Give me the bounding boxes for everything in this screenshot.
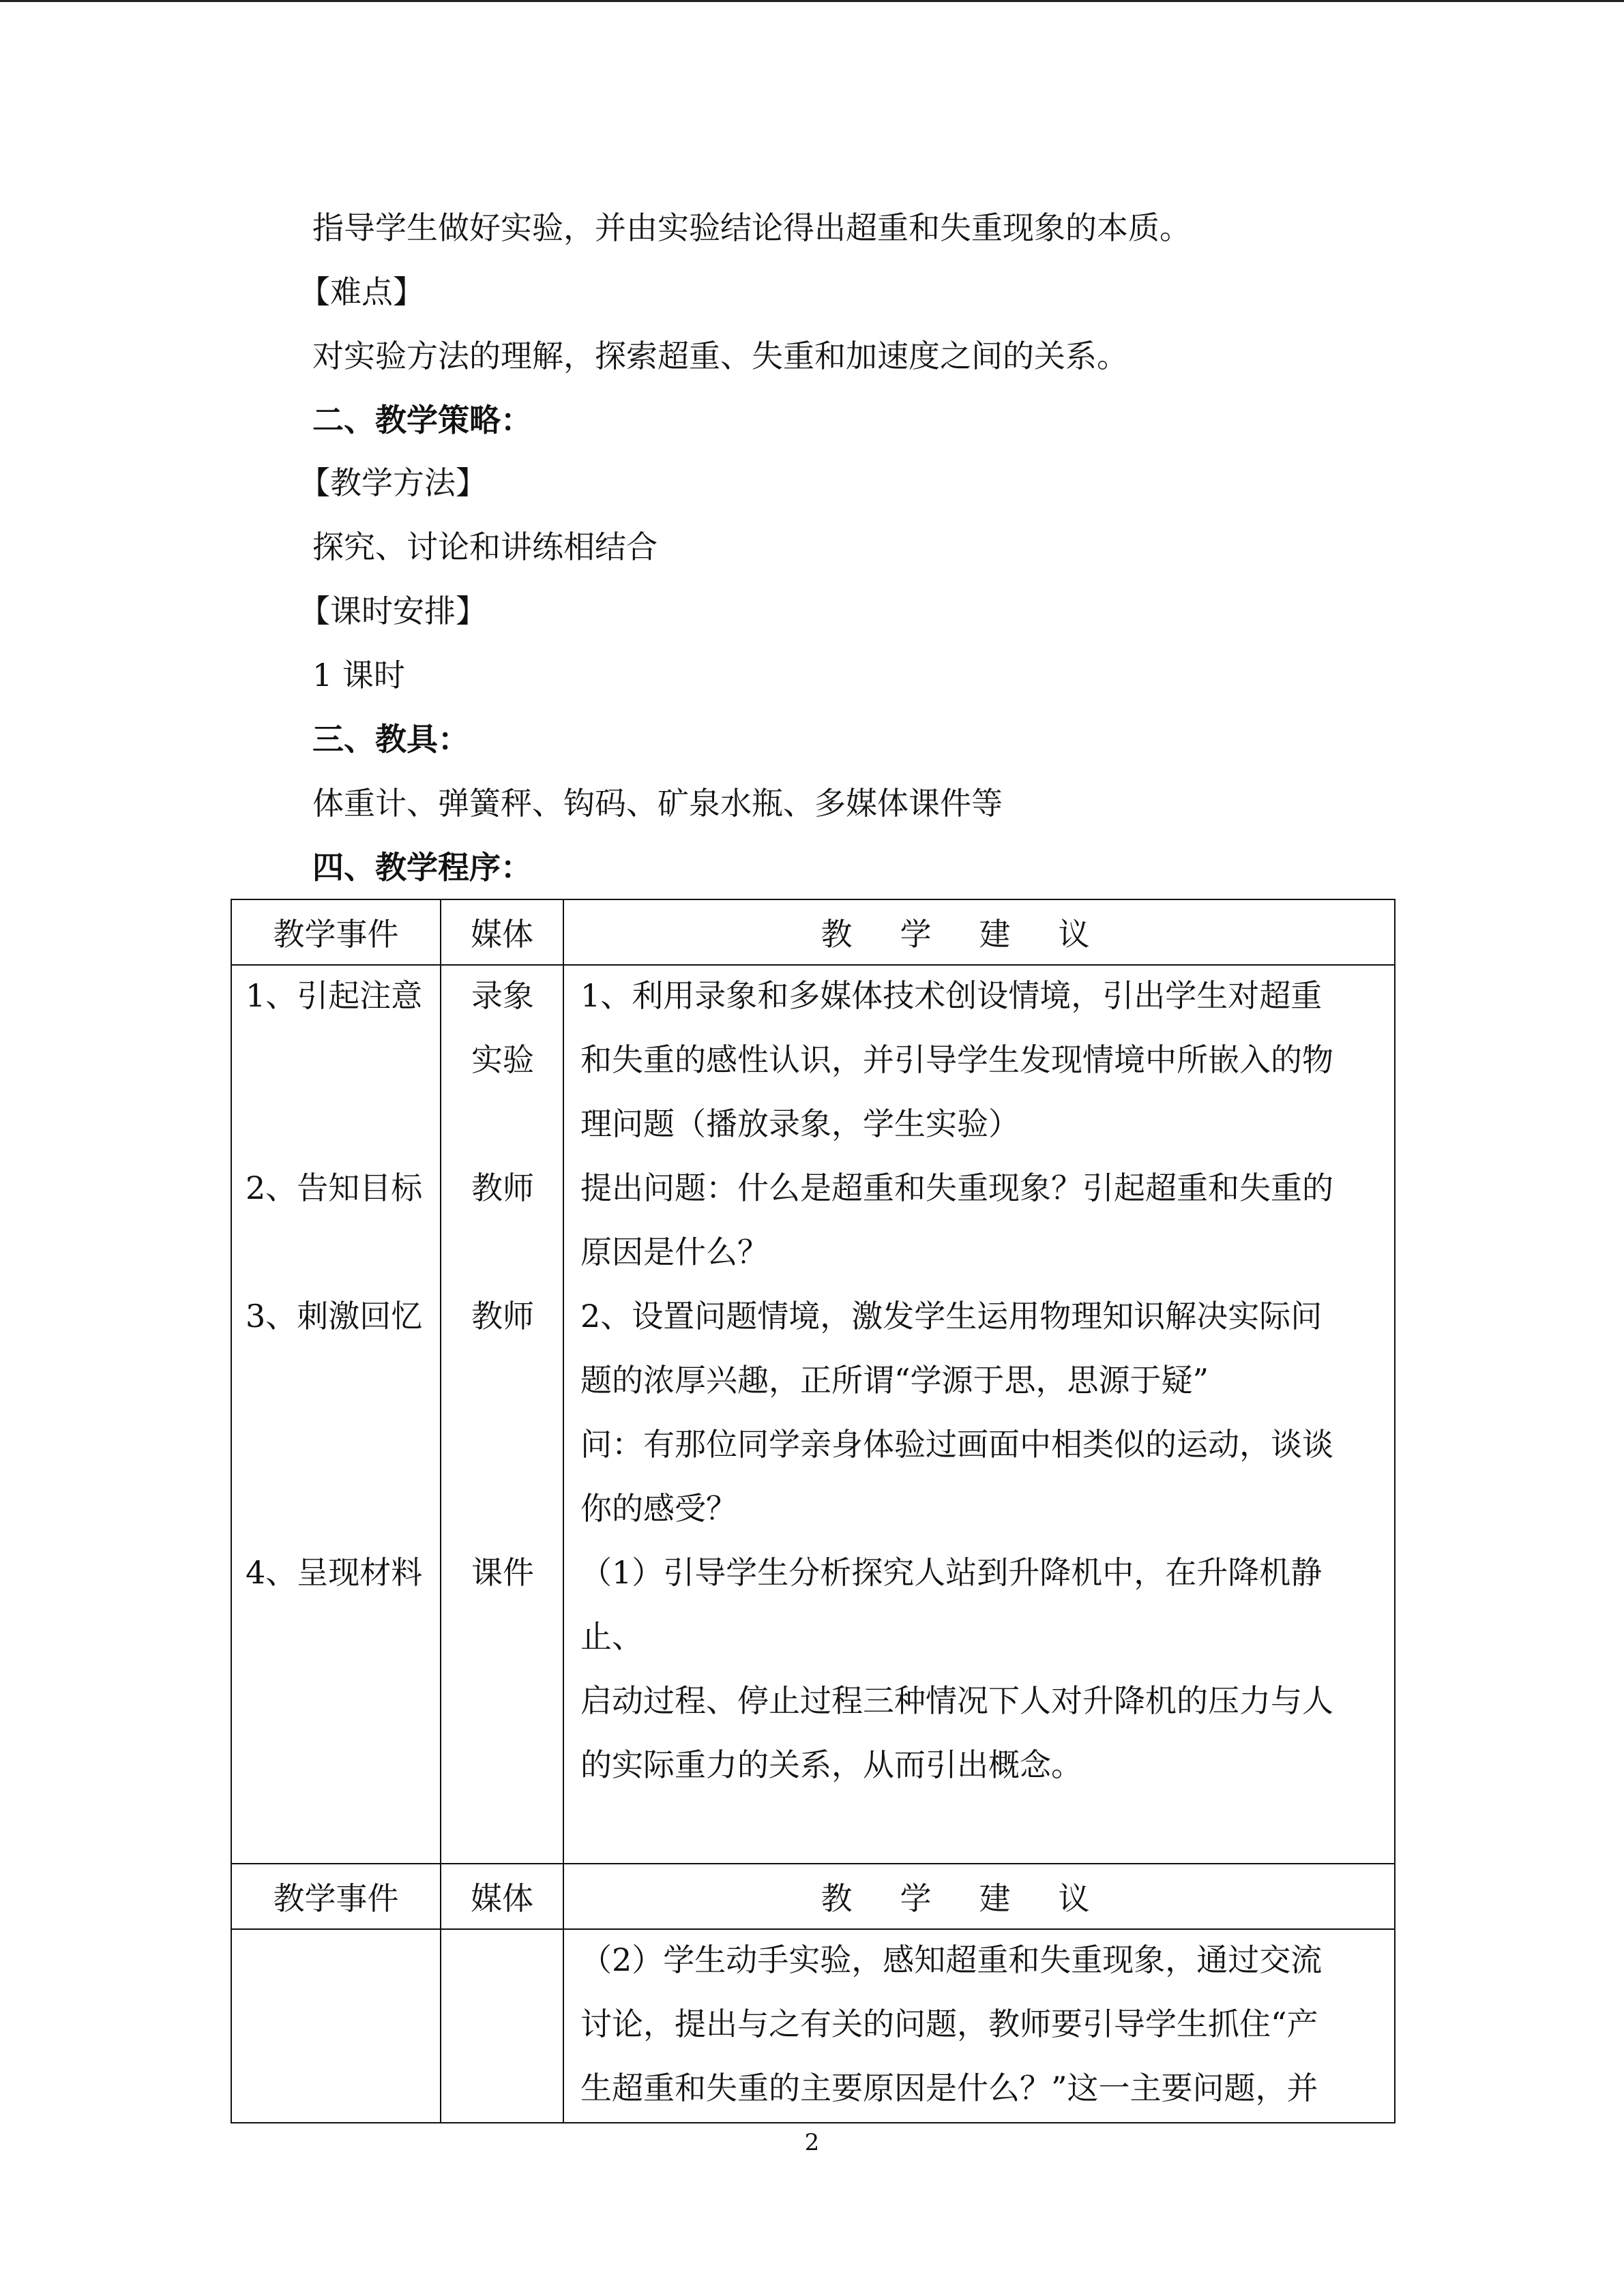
- header-teaching-event: 教学事件: [231, 1864, 441, 1929]
- suggestion-line: 2、设置问题情境，激发学生运用物理知识解决实际问: [580, 1298, 1323, 1335]
- heading-difficulty: 【难点】: [299, 273, 424, 310]
- media-2: 教师: [471, 1169, 534, 1206]
- media-3: 教师: [471, 1298, 534, 1335]
- heading-teaching-procedure: 四、教学程序：: [312, 849, 532, 886]
- header-media: 媒体: [441, 899, 563, 965]
- header-teaching-suggestion: 教学建议: [563, 1864, 1395, 1929]
- header-teaching-event: 教学事件: [231, 899, 441, 965]
- table-row: [231, 1929, 1395, 2123]
- paragraph-difficulty: 对实验方法的理解，探索超重、失重和加速度之间的关系。: [312, 338, 1128, 374]
- suggestions-cell: [563, 965, 1395, 1864]
- suggestion-line: 启动过程、停止过程三种情况下人对升降机的压力与人: [580, 1682, 1333, 1719]
- suggestion-line: （2）学生动手实验，感知超重和失重现象，通过交流: [580, 1941, 1323, 1978]
- paragraph-teaching-aids: 体重计、弹簧秤、钩码、矿泉水瓶、多媒体课件等: [312, 785, 1003, 822]
- heading-teaching-method: 【教学方法】: [299, 464, 487, 501]
- media-cell-empty: [441, 1929, 563, 2123]
- suggestion-line: 讨论，提出与之有关的问题，教师要引导学生抓住“产: [580, 2006, 1318, 2042]
- media-1b: 实验: [471, 1041, 534, 1078]
- heading-class-schedule: 【课时安排】: [299, 593, 487, 629]
- suggestion-line: 理问题（播放录象，学生实验）: [580, 1105, 1020, 1142]
- event-2: 2、告知目标: [246, 1169, 423, 1206]
- paragraph-key-point: 指导学生做好实验，并由实验结论得出超重和失重现象的本质。: [312, 209, 1191, 246]
- event-4: 4、呈现材料: [246, 1554, 423, 1591]
- heading-teaching-aids: 三、教具：: [312, 721, 469, 758]
- suggestion-line: 的实际重力的关系，从而引出概念。: [580, 1746, 1082, 1783]
- suggestion-line: 止、: [580, 1618, 643, 1655]
- continued-suggestions-cell: [563, 1929, 1395, 2123]
- event-1: 1、引起注意: [246, 977, 423, 1014]
- header-teaching-suggestion: 教学建议: [563, 899, 1395, 965]
- heading-teaching-strategy: 二、教学策略：: [312, 402, 532, 438]
- table-header-row-repeat: [231, 1864, 1395, 1929]
- suggestion-line: 原因是什么？: [580, 1234, 769, 1270]
- suggestion-line: 和失重的感性认识，并引导学生发现情境中所嵌入的物: [580, 1041, 1333, 1078]
- events-cell-empty: [231, 1929, 441, 2123]
- suggestion-line: 生超重和失重的主要原因是什么？”这一主要问题，并: [580, 2070, 1318, 2106]
- suggestion-line: 提出问题：什么是超重和失重现象？引起超重和失重的: [580, 1169, 1333, 1206]
- table-row: [231, 965, 1395, 1864]
- suggestion-line: 题的浓厚兴趣，正所谓“学源于思，思源于疑”: [580, 1362, 1209, 1399]
- media-cell: [441, 965, 563, 1864]
- event-3: 3、刺激回忆: [246, 1298, 423, 1335]
- events-cell: [231, 965, 441, 1864]
- suggestion-line: 问：有那位同学亲身体验过画面中相类似的运动，谈谈: [580, 1426, 1333, 1463]
- paragraph-class-schedule: 1 课时: [312, 657, 405, 694]
- header-media: 媒体: [441, 1864, 563, 1929]
- table-header-row: [231, 899, 1395, 965]
- suggestion-line: 你的感受？: [580, 1490, 737, 1527]
- paragraph-teaching-method: 探究、讨论和讲练相结合: [312, 528, 658, 565]
- suggestion-line: 1、利用录象和多媒体技术创设情境，引出学生对超重: [580, 977, 1323, 1014]
- suggestion-line: （1）引导学生分析探究人站到升降机中，在升降机静: [580, 1554, 1323, 1591]
- page-number: 2: [804, 2129, 820, 2156]
- lesson-table: [231, 899, 1396, 2123]
- page-top-border: [0, 0, 1624, 2]
- media-4: 课件: [471, 1554, 534, 1591]
- media-1a: 录象: [471, 977, 534, 1014]
